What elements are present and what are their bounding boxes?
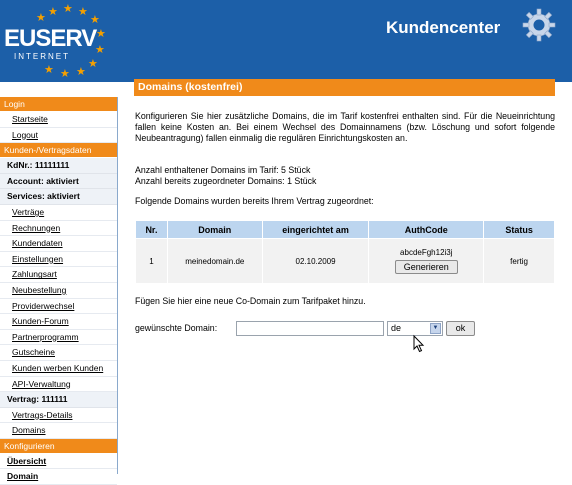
intro-text: Konfigurieren Sie hier zusätzliche Domains, die im Tarif kostenfrei enthalten sind. Für die Neueinrichtung fallen keine Kosten an. Bei einem Wechsel des Domainnamens (bzw. Löschung und sofort folgende Neubeantragung) fallen einmalig die regulären Einrichtungskosten an. <box>135 111 555 143</box>
sidebar-item-einstellungen[interactable]: Einstellungen <box>0 252 117 268</box>
sidebar-item-domain[interactable]: Domain <box>0 469 117 485</box>
star-icon: ★ <box>48 5 58 18</box>
logo-subtitle: INTERNET <box>14 52 70 61</box>
tld-selected-value: de <box>391 323 402 333</box>
sidebar-item-domains[interactable]: Domains <box>0 423 117 439</box>
star-icon: ★ <box>36 11 46 24</box>
sidebar-item-vertrags-details[interactable]: Vertrags-Details <box>0 408 117 424</box>
contract-number: Vertrag: 111111 <box>0 392 117 408</box>
sidebar-item-vertraege[interactable]: Verträge <box>0 205 117 221</box>
cell-nr: 1 <box>136 239 168 284</box>
star-icon: ★ <box>78 5 88 18</box>
sidebar-item-gutscheine[interactable]: Gutscheine <box>0 345 117 361</box>
cell-domain: meinedomain.de <box>167 239 262 284</box>
star-icon: ★ <box>90 13 100 26</box>
ok-button[interactable]: ok <box>446 321 475 336</box>
logo-text: EUSERV <box>4 25 97 52</box>
domain-input[interactable] <box>236 321 384 336</box>
column-header-status: Status <box>484 221 555 239</box>
star-icon: ★ <box>76 65 86 78</box>
assigned-domains-heading: Folgende Domains wurden bereits Ihrem Vertrag zugeordnet: <box>135 196 374 206</box>
star-icon: ★ <box>63 2 73 15</box>
star-icon: ★ <box>60 67 70 80</box>
sidebar-section-login: Login <box>0 97 117 112</box>
page-title: Domains (kostenfrei) <box>134 79 555 96</box>
cell-date: 02.10.2009 <box>262 239 369 284</box>
domains-table <box>135 220 555 284</box>
logo[interactable] <box>0 0 118 82</box>
sidebar-section-konfigurieren: Konfigurieren <box>0 439 117 454</box>
domains-assigned-count: Anzahl bereits zugeordneter Domains: 1 Stück <box>135 176 317 186</box>
chevron-down-icon[interactable]: ▼ <box>430 323 441 334</box>
sidebar-item-kunden-forum[interactable]: Kunden-Forum <box>0 314 117 330</box>
generate-authcode-button[interactable]: Generieren <box>395 260 458 274</box>
cell-status: fertig <box>484 239 555 284</box>
authcode-value: abcdeFgh12i3j <box>400 248 453 257</box>
add-domain-heading: Fügen Sie hier eine neue Co-Domain zum Tarifpaket hinzu. <box>135 296 366 306</box>
sidebar-item-kundendaten[interactable]: Kundendaten <box>0 236 117 252</box>
table-header-row <box>136 221 555 239</box>
sidebar-item-logout[interactable]: Logout <box>0 128 117 144</box>
star-icon: ★ <box>96 27 106 40</box>
cell-authcode <box>369 239 484 284</box>
sidebar-item-zahlungsart[interactable]: Zahlungsart <box>0 267 117 283</box>
sidebar-item-api-verwaltung[interactable]: API-Verwaltung <box>0 377 117 393</box>
star-icon: ★ <box>95 43 105 56</box>
services-status: Services: aktiviert <box>0 189 117 205</box>
header <box>0 0 572 82</box>
tld-select[interactable] <box>387 321 443 336</box>
domains-included-count: Anzahl enthaltener Domains im Tarif: 5 Stück <box>135 165 311 175</box>
gear-icon <box>522 8 556 42</box>
account-status: Account: aktiviert <box>0 174 117 190</box>
sidebar-item-rechnungen[interactable]: Rechnungen <box>0 221 117 237</box>
column-header-date: eingerichtet am <box>262 221 369 239</box>
sidebar-item-startseite[interactable]: Startseite <box>0 112 117 128</box>
column-header-authcode: AuthCode <box>369 221 484 239</box>
customer-number: KdNr.: 11111111 <box>0 158 117 174</box>
sidebar-item-kunden-werben-kunden[interactable]: Kunden werben Kunden <box>0 361 117 377</box>
sidebar-item-neubestellung[interactable]: Neubestellung <box>0 283 117 299</box>
sidebar-section-kunden: Kunden-/Vertragsdaten <box>0 143 117 158</box>
sidebar-item-uebersicht[interactable]: Übersicht <box>0 454 117 470</box>
mouse-cursor-icon <box>413 335 425 353</box>
header-title: Kundencenter <box>386 18 501 37</box>
table-row <box>136 239 555 284</box>
domain-input-label: gewünschte Domain: <box>135 323 218 333</box>
main-content <box>118 82 572 474</box>
star-icon: ★ <box>88 57 98 70</box>
star-icon: ★ <box>44 63 54 76</box>
sidebar-item-partnerprogramm[interactable]: Partnerprogramm <box>0 330 117 346</box>
sidebar-item-providerwechsel[interactable]: Providerwechsel <box>0 299 117 315</box>
column-header-domain: Domain <box>167 221 262 239</box>
sidebar <box>0 97 118 482</box>
column-header-nr: Nr. <box>136 221 168 239</box>
